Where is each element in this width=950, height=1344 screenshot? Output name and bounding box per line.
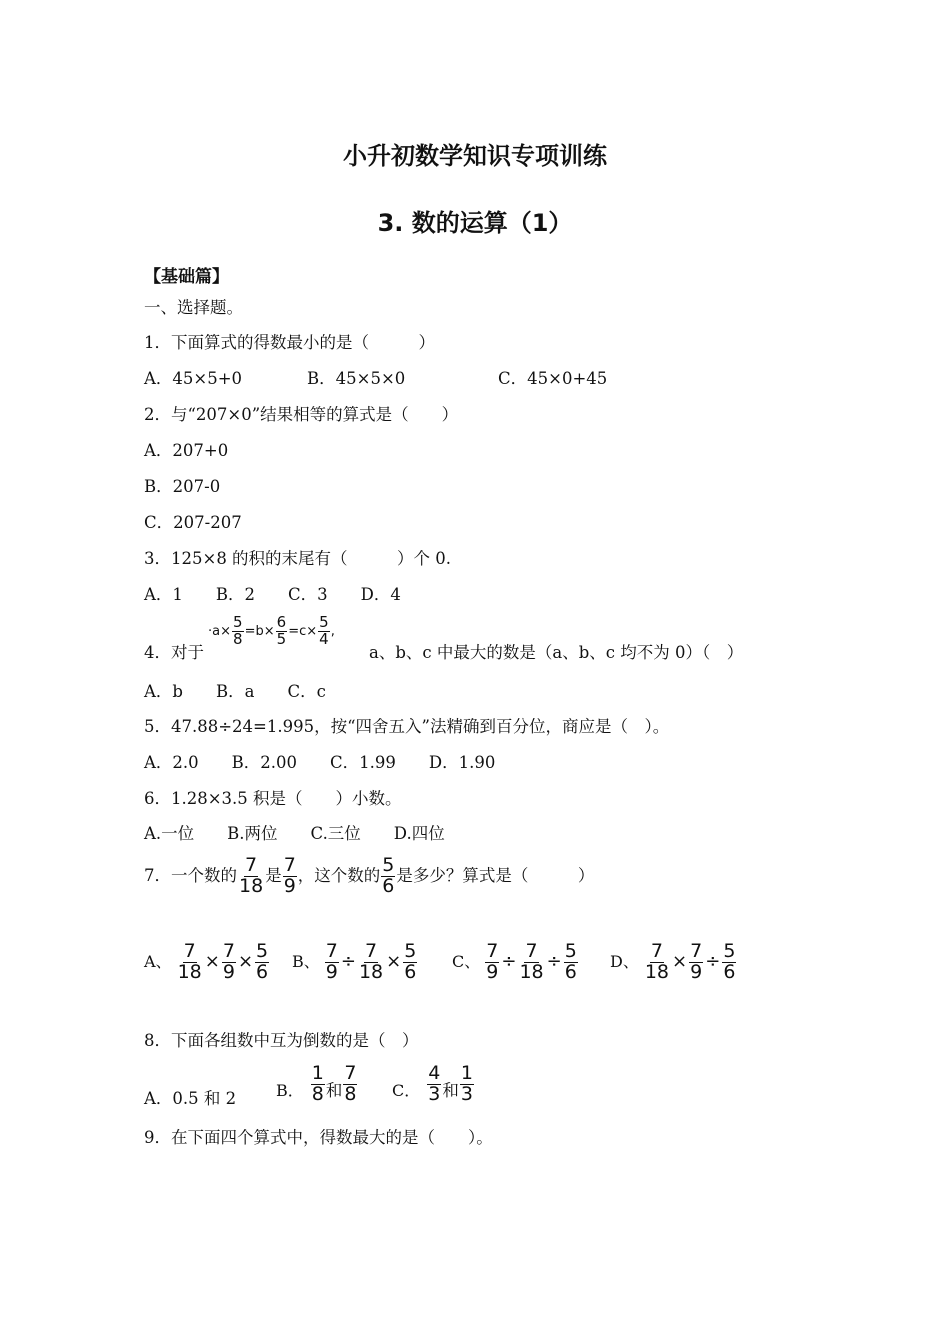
q4-comma: , [330,623,335,639]
page-subtitle: 3. 数的运算（1） [377,209,573,237]
part-heading: 一、选择题。 [144,298,243,317]
q4-times-1: × [220,623,232,639]
question-7-option-c: C、 $\frac{7}{9}$ ÷ $\frac{7}{18}$ ÷ $\frac{5}{6}$ [452,940,577,983]
q4-var-b: b [255,623,264,639]
q4-times-2: × [263,623,275,639]
question-7-option-b: B、 $\frac{7}{9}$ ÷ $\frac{7}{18}$ × $\frac{5}{6}$ [292,940,417,983]
question-8-option-b: B． $\frac{1}{8}$ 和 $\frac{7}{8}$ [276,1062,357,1105]
question-5-options: A．2.0 B．2.00 C．1.99 D．1.90 [144,753,496,772]
question-1-option-a: A．45×5+0 [144,369,243,388]
question-7-option-a: A、 $\frac{7}{18}$ × $\frac{7}{9}$ × $\frac{5}{6}$ [144,940,269,983]
question-8-option-c: C． $\frac{4}{3}$ 和 $\frac{1}{3}$ [392,1062,473,1105]
question-2-option-b: B．207-0 [144,477,221,496]
q7-fraction-7-9: $\frac{7}{9}$ [283,854,296,897]
question-7-stem [144,856,594,897]
q4-var-a: a [212,623,221,639]
q4-dot: · [208,623,213,639]
q7-fraction-7-18: $\frac{7}{18}$ [239,854,264,897]
q4-times-3: × [306,623,318,639]
question-6-options: A.一位 B.两位 C.三位 D.四位 [144,824,445,843]
question-1-stem: 1．下面算式的得数最小的是（ ） [144,333,435,352]
page-title: 小升初数学知识专项训练 [343,142,607,170]
question-2-option-a: A．207+0 [144,441,229,460]
question-4-prefix: 4．对于 [144,643,204,662]
question-7-option-d: D、 $\frac{7}{18}$ × $\frac{7}{9}$ ÷ $\frac{5}{6}$ [610,940,736,983]
question-2-option-c: C．207-207 [144,513,242,532]
question-4-expression [208,615,335,648]
q4-fraction-5-8: $\frac{5}{8}$ [233,613,243,648]
question-8-option-a: A．0.5 和 2 [144,1089,237,1108]
q4-var-c: c [299,623,307,639]
question-3-options: A．1 B．2 C．3 D．4 [144,585,401,604]
q7-text-2: 是 [265,866,282,886]
question-2-stem: 2．与“207×0”结果相等的算式是（ ） [144,405,459,424]
question-3-stem: 3．125×8 的积的末尾有（ ）个 0. [144,549,452,568]
question-5-stem: 5．47.88÷24=1.995，按“四舍五入”法精确到百分位，商应是（ ）。 [144,717,670,736]
question-1-option-c: C．45×0+45 [498,369,608,388]
question-9-stem: 9．在下面四个算式中，得数最大的是（ ）。 [144,1128,493,1147]
question-1-option-b: B．45×5×0 [307,369,406,388]
section-heading: 【基础篇】 [144,267,229,287]
q7-text-3: ，这个数的 [297,866,381,886]
q7-fraction-5-6: $\frac{5}{6}$ [382,854,395,897]
q4-fraction-6-5: $\frac{6}{5}$ [276,613,287,648]
q7-text-1: 7．一个数的 [144,866,237,886]
question-4-suffix: a、b、c 中最大的数是（a、b、c 均不为 0）（ ） [369,643,744,662]
question-4-options: A．b B．a C．c [144,682,326,701]
q4-eq-2: = [288,623,300,639]
question-6-stem: 6．1.28×3.5 积是（ ）小数。 [144,789,402,808]
q4-eq-1: = [244,623,256,639]
q4-fraction-5-4: $\frac{5}{4}$ [319,613,329,648]
question-8-stem: 8．下面各组数中互为倒数的是（ ） [144,1031,419,1050]
q7-text-4: 是多少？算式是（ ） [396,866,595,886]
